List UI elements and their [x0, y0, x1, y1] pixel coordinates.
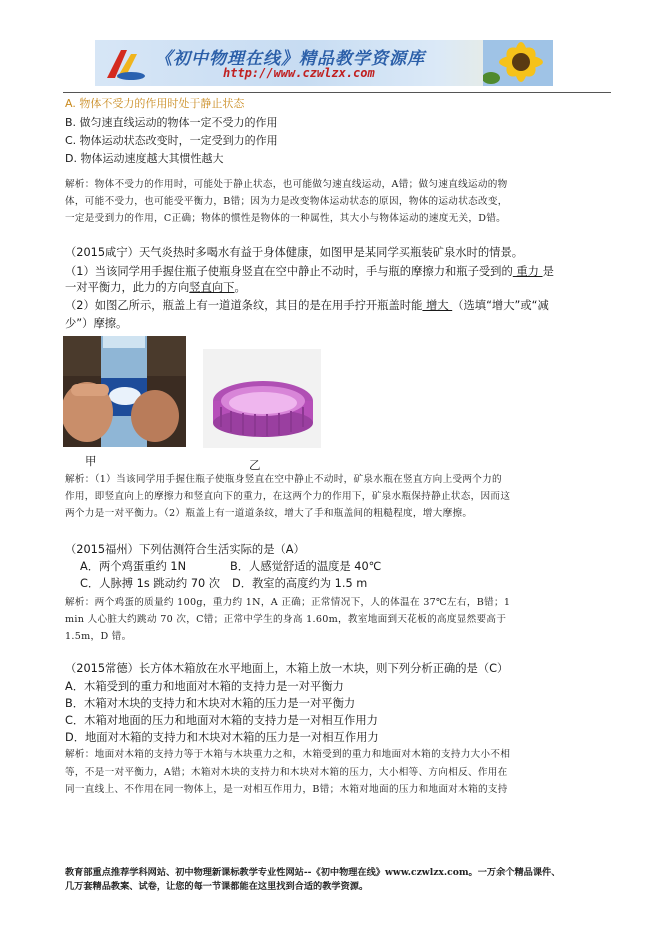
q2-part1-text: 。 — [234, 281, 246, 294]
q2-part1-text: 一对平衡力，此力的方向 — [65, 281, 190, 294]
q4-analysis-line: 同一直线上、不作用在同一物体上，是一对相互作用力，B错；木箱对地面的压力和地面对木箱的支持 — [65, 784, 508, 795]
q4-analysis-line: 解析：地面对木箱的支持力等于木箱与木块重力之和，木箱受到的重力和地面对木箱的支持力大小不相 — [65, 749, 511, 760]
q2-part1-line1 — [65, 265, 554, 279]
q2-analysis-line: 两个力是一对平衡力。（2）瓶盖上有一道道条纹，增大了手和瓶盖间的粗糙程度，增大摩擦。 — [65, 508, 473, 519]
footer-line: 教育部重点推荐学科网站、初中物理新课标教学专业性网站--《初中物理在线》www.czwlzx.com。一万余个精品课件、 — [65, 867, 561, 878]
q2-part2-line2: 少”）摩擦。 — [65, 317, 128, 330]
q3-option-d: D．教室的高度约为 1.5 m — [232, 577, 368, 590]
q3-analysis-line: min 人心脏大约跳动 70 次，C错；正常中学生的身高 1.60m，教室地面到天花板的高度显然要高于 — [65, 614, 507, 625]
q2-part2-text: （2）如图乙所示，瓶盖上有一道道条纹，其目的是在用手拧开瓶盖时能 — [65, 299, 423, 312]
q4-option-d: D．地面对木箱的支持力和木块对木箱的压力是一对相互作用力 — [65, 731, 379, 744]
q2-part2-text: （选填“增大”或“减 — [452, 299, 549, 312]
q2-answer-blank: 竖直向下 — [189, 281, 235, 294]
q2-part1-text: 是 — [542, 265, 554, 278]
bottle-photo — [63, 336, 186, 447]
q3-analysis-line: 解析：两个鸡蛋的质量约 100g，重力约 1N，A 正确；正常情况下，人的体温在 37℃左右，B错；1 — [65, 597, 511, 608]
q2-analysis-line: 解析：（1）当该同学用手握住瓶子使瓶身竖直在空中静止不动时，矿泉水瓶在竖直方向上受两个力的 — [65, 474, 502, 485]
header-banner — [95, 40, 553, 86]
q1-analysis-line: 一定是受到力的作用，C正确；物体的惯性是物体的一种属性，其大小与物体运动的速度无关，D错。 — [65, 213, 507, 224]
bottle-cap-image — [203, 349, 321, 448]
q2-answer-blank: 增大 — [422, 299, 453, 312]
q2-analysis-line: 作用，即竖直向上的摩擦力和竖直向下的重力，在这两个力的作用下，矿泉水瓶保持静止状态，因而这 — [65, 491, 511, 502]
q3-option-c: C．人脉搏 1s 跳动约 70 次 — [80, 577, 221, 590]
q1-option-a: A. 物体不受力的作用时处于静止状态 — [65, 97, 245, 110]
q2-stem: （2015咸宁）天气炎热时多喝水有益于身体健康，如图甲是某同学买瓶装矿泉水时的情景。 — [65, 246, 524, 259]
q2-answer-blank: 重力 — [512, 265, 543, 278]
q1-option-d: D. 物体运动速度越大其惯性越大 — [65, 152, 224, 165]
q4-option-b: B．木箱对木块的支持力和木块对木箱的压力是一对平衡力 — [65, 697, 356, 710]
site-logo-icon — [101, 44, 147, 82]
header-divider — [63, 92, 611, 93]
q1-analysis-line: 解析：物体不受力的作用时，可能处于静止状态，也可能做匀速直线运动，A错；做匀速直线运动的物 — [65, 179, 508, 190]
q2-part1-line2 — [65, 281, 246, 295]
q4-analysis-line: 等，不是一对平衡力，A错；木箱对木块的支持力和木块对木箱的压力，大小相等、方向相反、作用在 — [65, 767, 508, 778]
q1-analysis-line: 体，可能不受力，也可能受平衡力，B错；因为力是改变物体运动状态的原因，物体的运动状态改变， — [65, 196, 508, 207]
q4-stem: （2015常德）长方体木箱放在水平地面上，木箱上放一木块，则下列分析正确的是（C） — [65, 662, 509, 675]
q3-analysis-line: 1.5m，D 错。 — [65, 631, 132, 642]
figure-label-jia: 甲 — [85, 454, 97, 468]
banner-title: 《初中物理在线》精品教学资源库 — [155, 49, 425, 69]
q1-option-b: B. 做匀速直线运动的物体一定不受力的作用 — [65, 116, 278, 129]
q3-option-a: A．两个鸡蛋重约 1N — [80, 560, 187, 573]
footer-line: 几万套精品教案、试卷，让您的每一节课都能在这里找到合适的教学资源。 — [65, 881, 369, 892]
figure-label-yi: 乙 — [249, 458, 261, 472]
q2-part2-line1 — [65, 299, 549, 313]
q4-option-c: C．木箱对地面的压力和地面对木箱的支持力是一对相互作用力 — [65, 714, 378, 727]
q2-part1-text: （1）当该同学用手握住瓶子使瓶身竖直在空中静止不动时，手与瓶的摩擦力和瓶子受到的 — [65, 265, 513, 278]
q4-option-a: A．木箱受到的重力和地面对木箱的支持力是一对平衡力 — [65, 680, 344, 693]
q1-option-c: C. 物体运动状态改变时，一定受到力的作用 — [65, 134, 278, 147]
sunflower-image — [483, 40, 553, 86]
q3-stem: （2015福州）下列估测符合生活实际的是（A） — [65, 543, 305, 556]
banner-url[interactable]: http://www.czwlzx.com — [223, 66, 375, 80]
q3-option-b: B．人感觉舒适的温度是 40℃ — [230, 560, 382, 573]
